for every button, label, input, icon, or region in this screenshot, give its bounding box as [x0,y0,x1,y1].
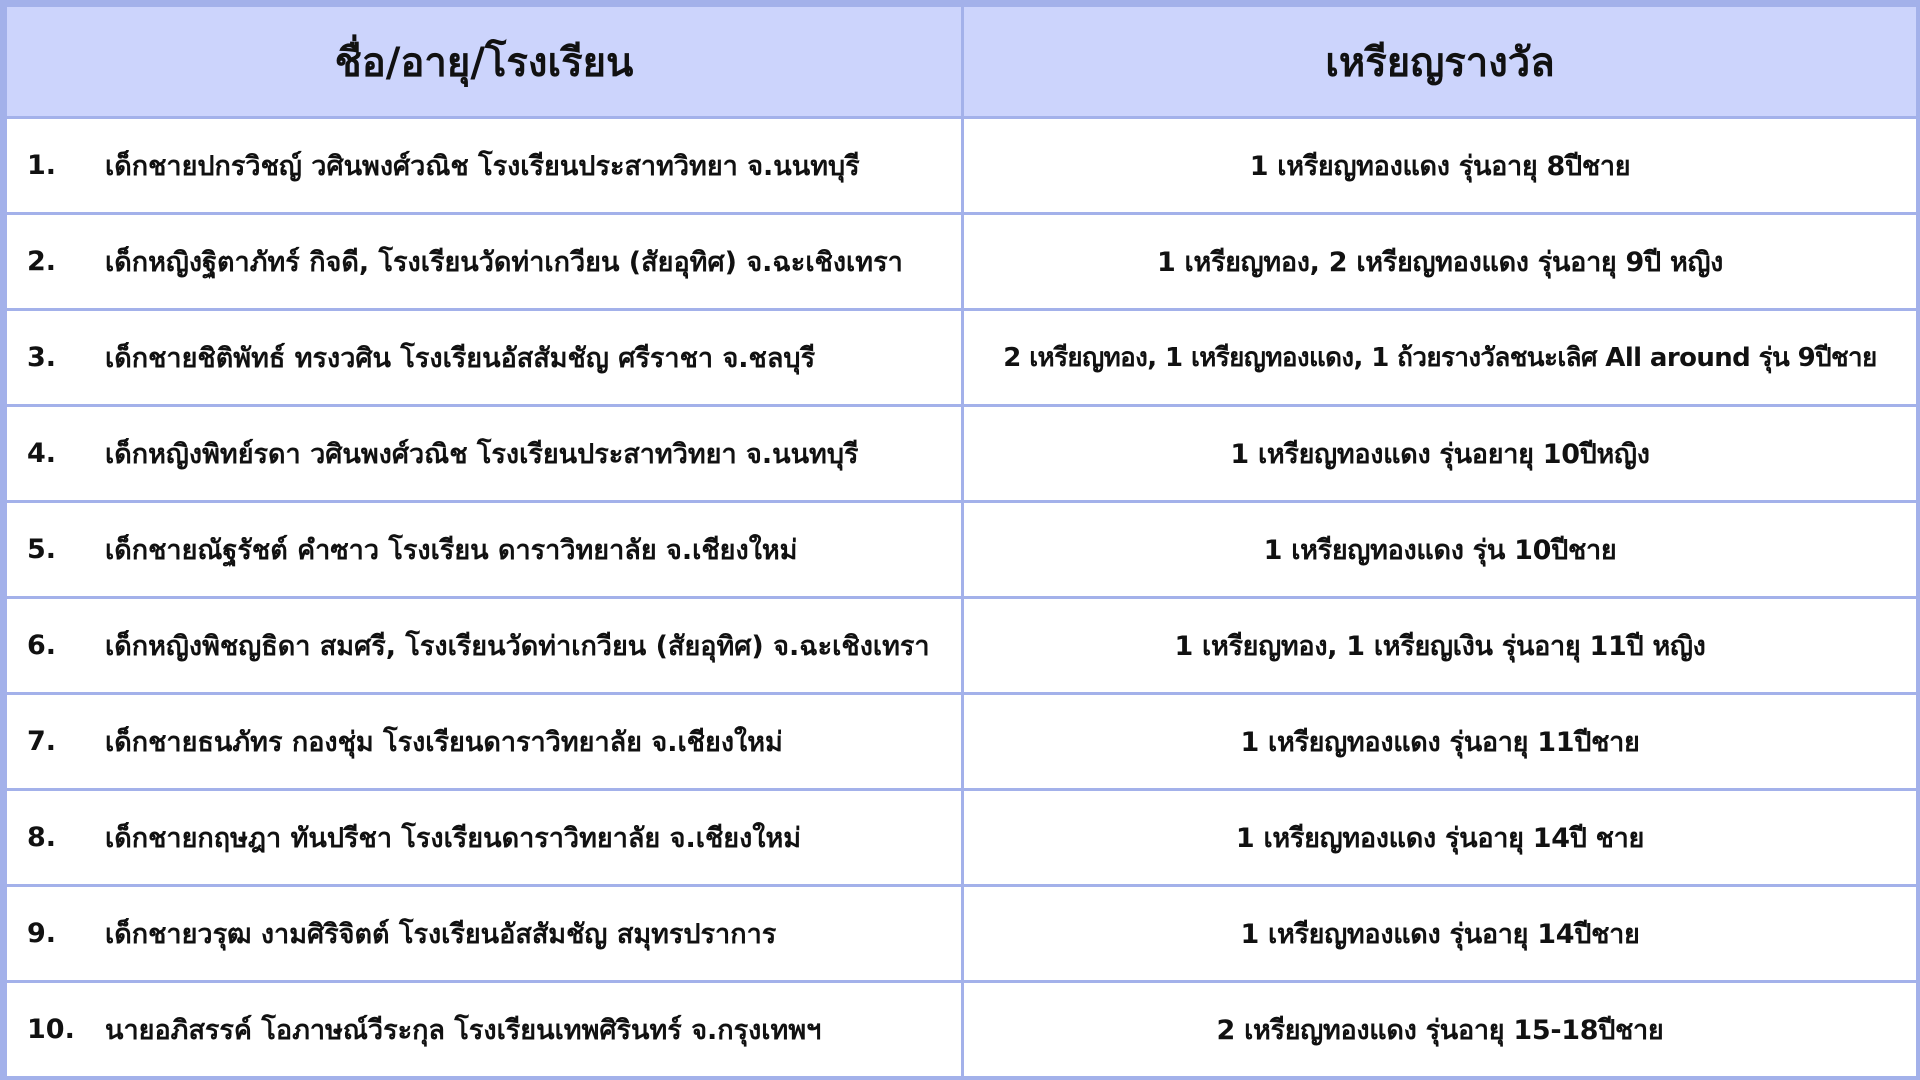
name-cell [6,118,963,214]
row-number: 3. [27,342,57,373]
student-name-school: เด็กชายณัฐรัชต์ คำซาว โรงเรียน ดาราวิทยาลัย จ.เชียงใหม่ [105,535,798,566]
name-cell [6,406,963,502]
medal-cell: 2 เหรียญทอง, 1 เหรียญทองแดง, 1 ถ้วยรางวัลชนะเลิศ All around รุ่น 9ปีชาย [963,310,1918,406]
name-cell-content [7,695,961,788]
name-cell [6,214,963,310]
name-cell [6,694,963,790]
student-name-school: เด็กชายกฤษฎา ทันปรีชา โรงเรียนดาราวิทยาลัย จ.เชียงใหม่ [105,823,802,854]
row-number: 8. [27,822,57,853]
name-cell-content [7,599,961,692]
student-name-school: เด็กชายวรุฒ งามศิริจิตต์ โรงเรียนอัสสัมชัญ สมุทรปราการ [105,919,777,950]
student-name-school: เด็กชายชิติพัทธ์ ทรงวศิน โรงเรียนอัสสัมชัญ ศรีราชา จ.ชลบุรี [105,343,816,374]
table-row [6,886,1918,982]
table-row [6,982,1918,1078]
name-cell-content [7,407,961,500]
name-cell-content [7,119,961,212]
student-name-school: เด็กชายปกรวิชญ์ วศินพงศ์วณิช โรงเรียนประสาทวิทยา จ.นนทบุรี [105,151,860,182]
name-cell-content [7,791,961,884]
name-cell [6,790,963,886]
student-name-school: เด็กหญิงฐิตาภัทร์ กิจดี, โรงเรียนวัดท่าเกวียน (สัยอุทิศ) จ.ฉะเชิงเทรา [105,247,903,278]
medal-cell: 1 เหรียญทองแดง รุ่น 10ปีชาย [963,502,1918,598]
table-row [6,790,1918,886]
row-number: 4. [27,438,57,469]
table-row [6,310,1918,406]
name-cell-content [7,887,961,980]
row-number: 7. [27,726,57,757]
table-header [6,6,1918,118]
name-cell-content [7,311,961,404]
row-number: 2. [27,246,57,277]
row-number: 6. [27,630,57,661]
table-row [6,598,1918,694]
table-row [6,406,1918,502]
header-name-age-school: ชื่อ/อายุ/โรงเรียน [6,6,963,118]
student-name-school: เด็กชายธนภัทร กองชุ่ม โรงเรียนดาราวิทยาลัย จ.เชียงใหม่ [105,727,783,758]
name-cell [6,982,963,1078]
student-name-school: นายอภิสรรค์ โอภาษณ์วีระกุล โรงเรียนเทพศิรินทร์ จ.กรุงเทพฯ [105,1015,822,1046]
name-cell [6,502,963,598]
medal-cell: 1 เหรียญทอง, 2 เหรียญทองแดง รุ่นอายุ 9ปี หญิง [963,214,1918,310]
name-cell-content [7,215,961,308]
medal-cell: 1 เหรียญทองแดง รุ่นอายุ 14ปีชาย [963,886,1918,982]
student-name-school: เด็กหญิงพิชญธิดา สมศรี, โรงเรียนวัดท่าเกวียน (สัยอุทิศ) จ.ฉะเชิงเทรา [105,631,930,662]
table-row [6,502,1918,598]
medal-cell: 1 เหรียญทอง, 1 เหรียญเงิน รุ่นอายุ 11ปี หญิง [963,598,1918,694]
student-name-school: เด็กหญิงพิทย์รดา วศินพงศ์วณิช โรงเรียนประสาทวิทยา จ.นนทบุรี [105,439,859,470]
name-cell [6,886,963,982]
row-number: 10. [27,1014,75,1045]
table-body [6,118,1918,1078]
row-number: 5. [27,534,57,565]
row-number: 1. [27,150,57,181]
row-number: 9. [27,918,57,949]
name-cell-content [7,983,961,1076]
medal-cell: 1 เหรียญทองแดง รุ่นอายุ 11ปีชาย [963,694,1918,790]
name-cell [6,310,963,406]
header-medals: เหรียญรางวัล [963,6,1918,118]
medal-cell: 1 เหรียญทองแดง รุ่นอยายุ 10ปีหญิง [963,406,1918,502]
medal-cell: 2 เหรียญทองแดง รุ่นอายุ 15-18ปีชาย [963,982,1918,1078]
medal-cell: 1 เหรียญทองแดง รุ่นอายุ 14ปี ชาย [963,790,1918,886]
table-row [6,214,1918,310]
awards-table [4,4,1919,1079]
name-cell-content [7,503,961,596]
name-cell [6,598,963,694]
table-row [6,694,1918,790]
table-row [6,118,1918,214]
medal-cell: 1 เหรียญทองแดง รุ่นอายุ 8ปีชาย [963,118,1918,214]
header-row [6,6,1918,118]
